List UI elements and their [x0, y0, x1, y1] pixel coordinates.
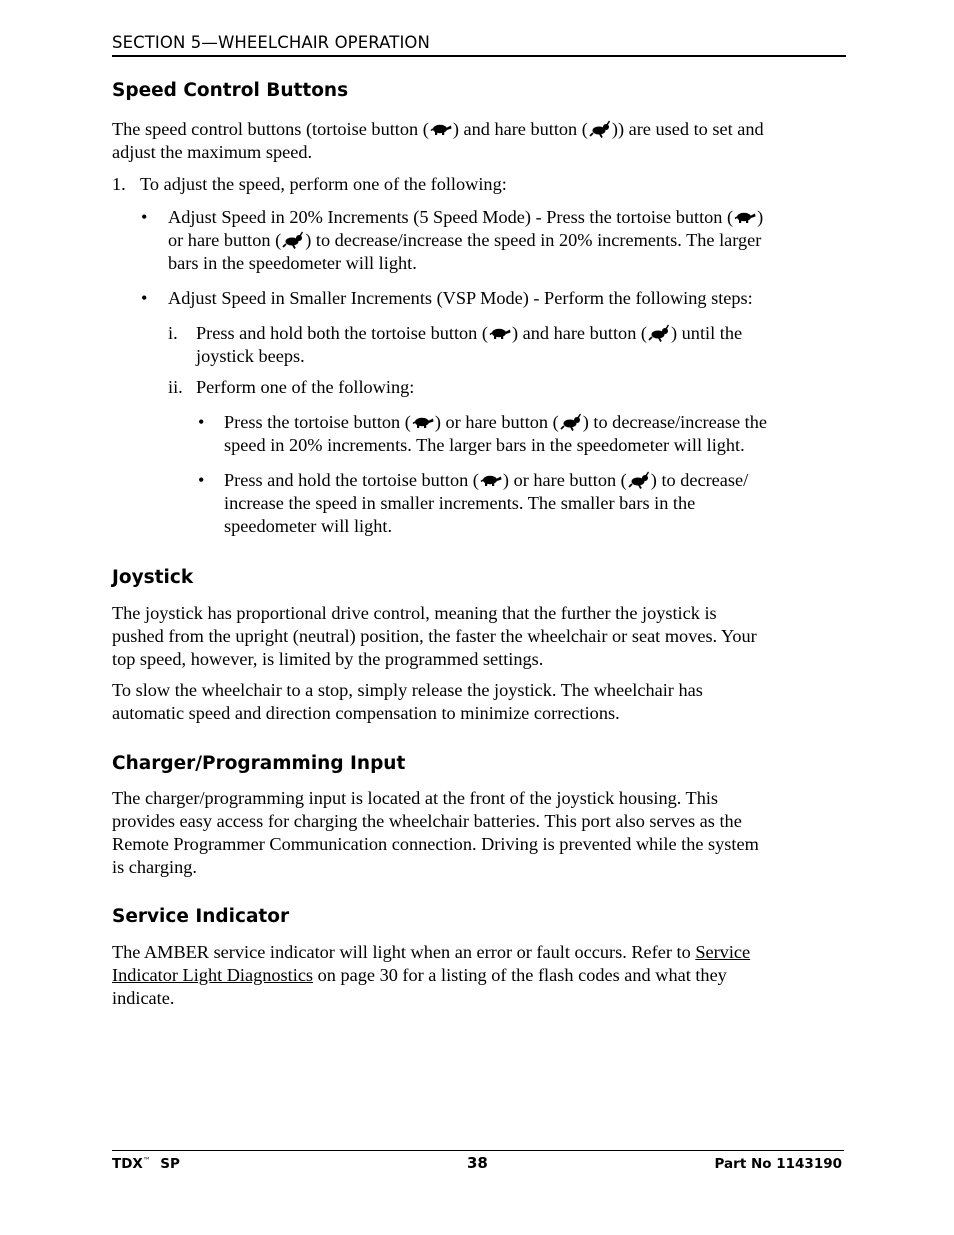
- footer-product-name: TDX: [112, 1156, 143, 1172]
- hare-icon: [627, 471, 651, 489]
- joystick-heading: Joystick: [112, 567, 194, 588]
- hare-icon: [588, 120, 612, 138]
- page-number: 38: [467, 1154, 488, 1172]
- tortoise-icon: [488, 324, 512, 342]
- joystick-p2-line1: To slow the wheelchair to a stop, simply release the joystick. The wheelchair has: [112, 680, 703, 700]
- sub-bullet-1-text-c: ) to decrease/increase the: [582, 412, 767, 432]
- section-header: SECTION 5—WHEELCHAIR OPERATION: [112, 33, 430, 52]
- substep-i-text-c: ) until the: [671, 323, 743, 343]
- speed-intro-paragraph: [112, 118, 846, 164]
- charger-heading: Charger/Programming Input: [112, 753, 406, 774]
- sub-bullet-1-text-d: speed in 20% increments. The larger bars in the speedometer will light.: [224, 435, 745, 455]
- service-line3-text: indicate.: [112, 988, 175, 1008]
- bullet-1-text-a: Adjust Speed in 20% Increments (5 Speed Mode) - Press the tortoise button (: [168, 207, 734, 227]
- tortoise-icon: [733, 208, 757, 226]
- bullet-1-text: [168, 206, 848, 275]
- joystick-p1-line1: The joystick has proportional drive control, meaning that the further the joystick is: [112, 603, 717, 623]
- tortoise-icon: [429, 120, 453, 138]
- hare-icon: [559, 413, 583, 431]
- part-number: Part No 1143190: [714, 1156, 842, 1172]
- charger-line1: The charger/programming input is located at the front of the joystick housing. This: [112, 788, 719, 808]
- bullet-1-text-e: bars in the speedometer will light.: [168, 253, 417, 273]
- sub-bullet-2-text-d: increase the speed in smaller increments. The smaller bars in the: [224, 493, 696, 513]
- sub-bullet-2-text-a: Press and hold the tortoise button (: [224, 470, 479, 490]
- substep-ii-number: ii.: [168, 377, 183, 397]
- tortoise-icon: [479, 471, 503, 489]
- bullet-1-text-b: ): [757, 207, 764, 227]
- service-line2-text: on page 30 for a listing of the flash codes and what they: [313, 965, 727, 985]
- service-indicator-paragraph: [112, 941, 846, 1010]
- speed-intro-text-b: ) and hare button (: [452, 119, 588, 139]
- joystick-paragraph-2: [112, 679, 846, 725]
- substep-i-text: [196, 322, 846, 368]
- sub-bullet-1-text: [224, 411, 849, 457]
- sub-bullet-2-text-c: ) to decrease/: [650, 470, 749, 490]
- speed-control-heading: Speed Control Buttons: [112, 80, 349, 101]
- substep-ii-text: Perform one of the following:: [196, 377, 415, 397]
- footer-rule: [112, 1150, 844, 1151]
- charger-line2: provides easy access for charging the wheelchair batteries. This port also serves as the: [112, 811, 742, 831]
- charger-line4: is charging.: [112, 857, 197, 877]
- charger-line3: Remote Programmer Communication connection. Driving is prevented while the system: [112, 834, 759, 854]
- sub-bullet-1-text-b: ) or hare button (: [434, 412, 559, 432]
- sub-bullet-2-text-e: speedometer will light.: [224, 516, 393, 536]
- joystick-p1-line3: top speed, however, is limited by the programmed settings.: [112, 649, 544, 669]
- substep-i-number: i.: [168, 323, 178, 343]
- substep-i-text-b: ) and hare button (: [511, 323, 647, 343]
- service-indicator-heading: Service Indicator: [112, 906, 290, 927]
- sub-bullet-1-text-a: Press the tortoise button (: [224, 412, 411, 432]
- joystick-p1-line2: pushed from the upright (neutral) position, the faster the wheelchair or seat moves. Your: [112, 626, 757, 646]
- footer-model: SP: [160, 1156, 180, 1172]
- charger-paragraph: [112, 787, 846, 879]
- speed-intro-text-c: )) are used to set and: [611, 119, 764, 139]
- joystick-paragraph-1: [112, 602, 846, 671]
- bullet-2-text: Adjust Speed in Smaller Increments (VSP Mode) - Perform the following steps:: [168, 288, 753, 308]
- header-rule: [112, 55, 846, 57]
- service-diagnostics-link-part2[interactable]: Indicator Light Diagnostics: [112, 965, 314, 985]
- tortoise-icon: [411, 413, 435, 431]
- sub-bullet-2-text: [224, 469, 849, 538]
- footer-trademark: ™: [142, 1156, 151, 1165]
- sub-bullet-1-marker: •: [198, 412, 205, 432]
- sub-bullet-2-text-b: ) or hare button (: [502, 470, 627, 490]
- speed-intro-line2: adjust the maximum speed.: [112, 142, 313, 162]
- step-1-number: 1.: [112, 174, 126, 194]
- hare-icon: [281, 231, 305, 249]
- step-1-text: To adjust the speed, perform one of the following:: [140, 174, 507, 194]
- substep-i-text-a: Press and hold both the tortoise button (: [196, 323, 488, 343]
- speed-intro-text-a: The speed control buttons (tortoise button (: [112, 119, 429, 139]
- bullet-1-marker: •: [141, 207, 148, 227]
- footer-product: [112, 1156, 180, 1172]
- substep-i-text-d: joystick beeps.: [196, 346, 305, 366]
- service-line1-text: The AMBER service indicator will light when an error or fault occurs. Refer to: [112, 942, 696, 962]
- joystick-p2-line2: automatic speed and direction compensation to minimize corrections.: [112, 703, 620, 723]
- sub-bullet-2-marker: •: [198, 470, 205, 490]
- service-diagnostics-link-part1[interactable]: Service: [695, 942, 751, 962]
- bullet-2-marker: •: [141, 288, 148, 308]
- bullet-1-text-d: ) to decrease/increase the speed in 20% increments. The larger: [305, 230, 762, 250]
- bullet-1-text-c: or hare button (: [168, 230, 282, 250]
- hare-icon: [647, 324, 671, 342]
